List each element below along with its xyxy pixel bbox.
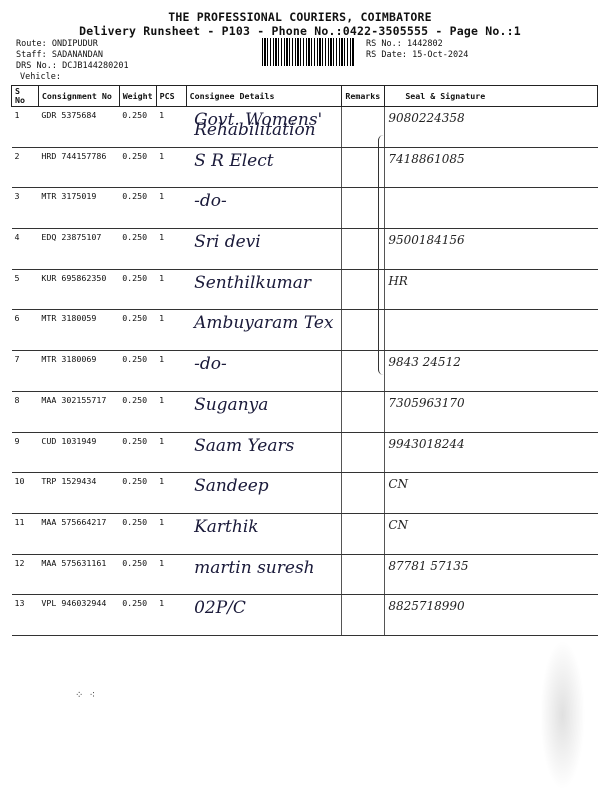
table-header-row xyxy=(12,86,598,107)
row-consignee: Govt. Womens' Rehabilitation xyxy=(186,107,342,148)
row-remarks xyxy=(342,432,385,473)
row-signature: 7305963170 xyxy=(385,391,598,432)
row-signature: 9843 24512 xyxy=(385,351,598,392)
row-consignment-no: MAA 302155717 xyxy=(38,391,119,432)
row-signature: 8825718990 xyxy=(385,595,598,636)
row-consignee: martin suresh xyxy=(186,554,342,595)
vehicle-line xyxy=(20,72,61,83)
row-sno: 11 xyxy=(12,513,39,554)
table-row xyxy=(12,269,598,310)
row-consignment-no: MTR 3180069 xyxy=(38,351,119,392)
table-row xyxy=(12,554,598,595)
row-sno: 8 xyxy=(12,391,39,432)
header-consignee: Consignee Details xyxy=(186,86,342,107)
barcode xyxy=(262,38,354,66)
rs-date-line xyxy=(366,50,468,61)
vehicle-label: Vehicle: xyxy=(20,72,61,82)
row-weight: 0.250 xyxy=(119,351,156,392)
row-sno: 10 xyxy=(12,473,39,514)
row-sno: 13 xyxy=(12,595,39,636)
row-sno: 9 xyxy=(12,432,39,473)
row-consignee: Karthik xyxy=(186,513,342,554)
row-weight: 0.250 xyxy=(119,229,156,270)
row-consignee: Sandeep xyxy=(186,473,342,514)
row-remarks xyxy=(342,473,385,514)
drs-line xyxy=(16,61,129,72)
row-consignment-no: MAA 575664217 xyxy=(38,513,119,554)
row-consignee: Sri devi xyxy=(186,229,342,270)
row-pcs: 1 xyxy=(156,229,186,270)
row-pcs: 1 xyxy=(156,554,186,595)
row-remarks xyxy=(342,513,385,554)
row-consignee: Suganya xyxy=(186,391,342,432)
table-row xyxy=(12,310,598,351)
drs-value: DCJB144280201 xyxy=(62,61,129,71)
row-sno: 1 xyxy=(12,107,39,148)
row-sno: 6 xyxy=(12,310,39,351)
rs-date-label: RS Date: xyxy=(366,50,407,60)
row-weight: 0.250 xyxy=(119,554,156,595)
row-consignment-no: GDR 5375684 xyxy=(38,107,119,148)
row-weight: 0.250 xyxy=(119,432,156,473)
row-sno: 4 xyxy=(12,229,39,270)
row-consignment-no: MTR 3180059 xyxy=(38,310,119,351)
row-signature: 9080224358 xyxy=(385,107,598,148)
rs-no-value: 1442802 xyxy=(406,39,443,49)
row-signature: CN xyxy=(385,513,598,554)
ink-specks: ⁘ ⁖ xyxy=(75,690,96,701)
header-remarks: Remarks xyxy=(342,86,385,107)
row-pcs: 1 xyxy=(156,391,186,432)
row-pcs: 1 xyxy=(156,432,186,473)
row-remarks xyxy=(342,554,385,595)
row-consignee: Ambuyaram Tex xyxy=(186,310,342,351)
table-row xyxy=(12,351,598,392)
row-consignment-no: EDQ 23875107 xyxy=(38,229,119,270)
row-sno: 7 xyxy=(12,351,39,392)
row-pcs: 1 xyxy=(156,269,186,310)
row-consignee: 02P/C xyxy=(186,595,342,636)
rs-date-value: 15-Oct-2024 xyxy=(412,50,469,60)
row-pcs: 1 xyxy=(156,351,186,392)
row-weight: 0.250 xyxy=(119,513,156,554)
header-pcs: PCS xyxy=(156,86,186,107)
scan-smudge xyxy=(540,640,585,790)
row-weight: 0.250 xyxy=(119,310,156,351)
table-row xyxy=(12,229,598,270)
row-signature: 9500184156 xyxy=(385,229,598,270)
row-consignment-no: CUD 1031949 xyxy=(38,432,119,473)
row-consignment-no: HRD 744157786 xyxy=(38,147,119,188)
row-signature xyxy=(385,310,598,351)
row-signature: HR xyxy=(385,269,598,310)
row-remarks xyxy=(342,595,385,636)
table-row xyxy=(12,595,598,636)
row-sno: 5 xyxy=(12,269,39,310)
row-consignee: S R Elect xyxy=(186,147,342,188)
row-weight: 0.250 xyxy=(119,269,156,310)
header-weight: Weight xyxy=(119,86,156,107)
row-weight: 0.250 xyxy=(119,147,156,188)
route-value: ONDIPUDUR xyxy=(51,39,98,49)
header-signature: Seal & Signature xyxy=(385,86,598,107)
route-label: Route: xyxy=(16,39,47,49)
company-title: THE PROFESSIONAL COURIERS, COIMBATORE xyxy=(168,10,432,24)
row-consignee: -do- xyxy=(186,188,342,229)
row-consignment-no: TRP 1529434 xyxy=(38,473,119,514)
row-consignment-no: KUR 695862350 xyxy=(38,269,119,310)
row-consignee: Senthilkumar xyxy=(186,269,342,310)
row-pcs: 1 xyxy=(156,188,186,229)
row-sno: 12 xyxy=(12,554,39,595)
row-pcs: 1 xyxy=(156,473,186,514)
rs-no-label: RS No.: xyxy=(366,39,402,49)
remarks-scribble xyxy=(378,135,389,375)
row-weight: 0.250 xyxy=(119,595,156,636)
row-signature: 9943018244 xyxy=(385,432,598,473)
table-row xyxy=(12,107,598,148)
table-row xyxy=(12,473,598,514)
drs-label: DRS No.: xyxy=(16,61,57,71)
route-line xyxy=(16,39,98,50)
row-consignment-no: MTR 3175019 xyxy=(38,188,119,229)
row-consignment-no: MAA 575631161 xyxy=(38,554,119,595)
row-signature: 87781 57135 xyxy=(385,554,598,595)
row-consignee: Saam Years xyxy=(186,432,342,473)
row-consignment-no: VPL 946032944 xyxy=(38,595,119,636)
runsheet-table xyxy=(11,85,598,636)
table-row xyxy=(12,432,598,473)
row-signature xyxy=(385,188,598,229)
table-row xyxy=(12,147,598,188)
row-pcs: 1 xyxy=(156,147,186,188)
row-remarks xyxy=(342,391,385,432)
header-consignment: Consignment No xyxy=(38,86,119,107)
table-row xyxy=(12,391,598,432)
staff-label: Staff: xyxy=(16,50,47,60)
row-signature: 7418861085 xyxy=(385,147,598,188)
row-sno: 2 xyxy=(12,147,39,188)
row-pcs: 1 xyxy=(156,595,186,636)
staff-value: SADANANDAN xyxy=(51,50,104,60)
runsheet-title: Delivery Runsheet - P103 - Phone No.:0422-3505555 - Page No.:1 xyxy=(79,24,521,38)
row-weight: 0.250 xyxy=(119,391,156,432)
rs-no-line xyxy=(366,39,443,50)
row-weight: 0.250 xyxy=(119,473,156,514)
row-consignee: -do- xyxy=(186,351,342,392)
row-signature: CN xyxy=(385,473,598,514)
row-weight: 0.250 xyxy=(119,188,156,229)
table-row xyxy=(12,188,598,229)
row-pcs: 1 xyxy=(156,310,186,351)
row-sno: 3 xyxy=(12,188,39,229)
row-pcs: 1 xyxy=(156,513,186,554)
header-sno: S No xyxy=(12,86,39,107)
row-weight: 0.250 xyxy=(119,107,156,148)
table-row xyxy=(12,513,598,554)
staff-line xyxy=(16,50,103,61)
row-pcs: 1 xyxy=(156,107,186,148)
